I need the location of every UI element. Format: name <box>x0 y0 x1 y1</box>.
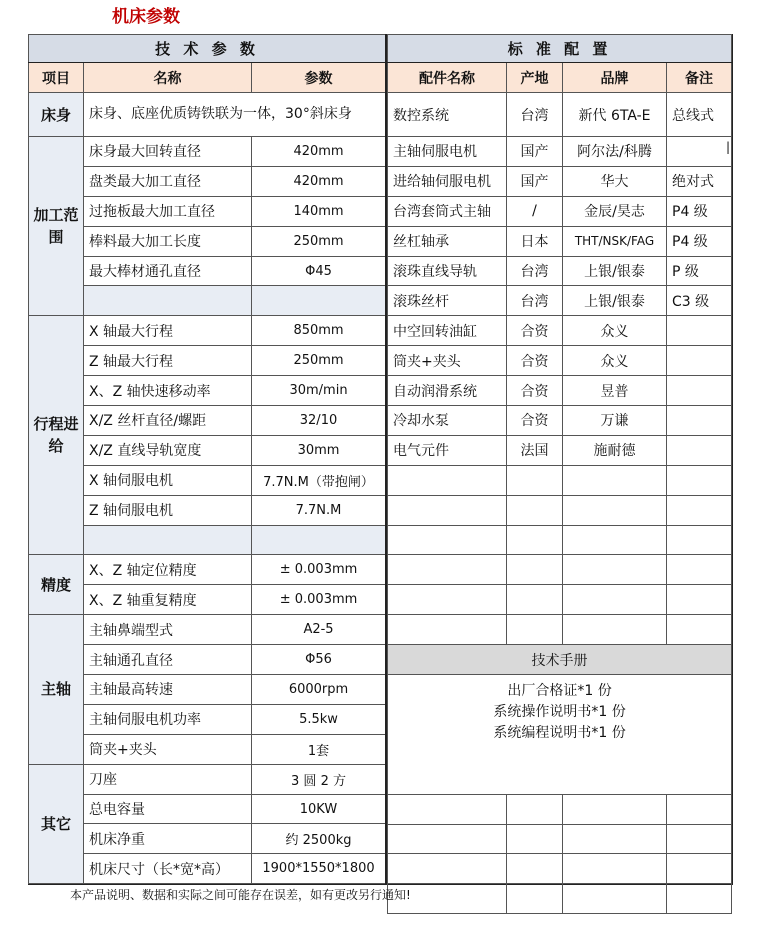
empty-cell <box>388 525 507 555</box>
component-note <box>667 376 732 406</box>
param-value: 850mm <box>252 316 386 346</box>
manual-line: 系统操作说明书*1 份 <box>493 704 626 721</box>
empty-cell <box>667 794 732 824</box>
table-row <box>29 764 386 794</box>
table-row <box>29 93 386 137</box>
table-row-empty <box>388 525 732 555</box>
empty-cell <box>507 585 563 615</box>
table-header-row <box>388 63 732 93</box>
component-brand: 新代 6TA-E <box>563 93 667 137</box>
component-name: 丝杠轴承 <box>388 226 507 256</box>
table-row-empty <box>388 884 732 914</box>
tech-params-table <box>28 34 386 884</box>
component-brand: 阿尔法/科腾 <box>563 137 667 167</box>
empty-cell <box>388 615 507 645</box>
table-row <box>388 166 732 196</box>
table-row <box>29 316 386 346</box>
param-value <box>252 286 386 316</box>
param-name <box>84 525 252 555</box>
param-value: 30m/min <box>252 376 386 406</box>
empty-cell <box>507 794 563 824</box>
param-name: 主轴最高转速 <box>84 675 252 705</box>
param-value: Φ56 <box>252 645 386 675</box>
table-row <box>388 376 732 406</box>
component-origin: 国产 <box>507 137 563 167</box>
table-band-row <box>29 35 386 63</box>
component-brand: 金辰/昊志 <box>563 196 667 226</box>
empty-cell <box>563 884 667 914</box>
empty-cell <box>563 824 667 854</box>
empty-cell <box>667 824 732 854</box>
empty-cell <box>388 465 507 495</box>
right-band-title: 标 准 配 置 <box>388 35 732 63</box>
category-label: 主轴 <box>29 615 84 764</box>
param-name: Z 轴伺服电机 <box>84 495 252 525</box>
category-label: 行程进给 <box>29 316 84 555</box>
table-row-empty <box>388 585 732 615</box>
component-origin: 法国 <box>507 435 563 465</box>
empty-cell <box>507 495 563 525</box>
component-note <box>667 316 732 346</box>
empty-cell <box>388 585 507 615</box>
standard-config-table <box>387 34 732 914</box>
component-name: 主轴伺服电机 <box>388 137 507 167</box>
table-row <box>388 226 732 256</box>
param-name: X 轴伺服电机 <box>84 465 252 495</box>
component-origin: 国产 <box>507 166 563 196</box>
component-note: 绝对式 <box>667 166 732 196</box>
empty-cell <box>667 465 732 495</box>
empty-cell <box>507 525 563 555</box>
table-row <box>388 406 732 436</box>
param-name: 筒夹+夹头 <box>84 734 252 764</box>
empty-cell <box>563 615 667 645</box>
component-brand: 施耐德 <box>563 435 667 465</box>
category-label: 加工范围 <box>29 137 84 316</box>
param-value: 1套 <box>252 734 386 764</box>
empty-cell <box>388 854 507 884</box>
empty-cell <box>507 824 563 854</box>
component-name: 筒夹+夹头 <box>388 346 507 376</box>
component-origin: 合资 <box>507 376 563 406</box>
table-row-empty <box>388 794 732 824</box>
empty-cell <box>388 794 507 824</box>
table-divider <box>385 34 387 884</box>
empty-cell <box>507 854 563 884</box>
component-note: P4 级 <box>667 196 732 226</box>
component-brand: 华大 <box>563 166 667 196</box>
param-value: 420mm <box>252 166 386 196</box>
param-name: X 轴最大行程 <box>84 316 252 346</box>
component-note <box>667 137 732 167</box>
page-title: 机床参数 <box>112 7 180 27</box>
component-brand: 众义 <box>563 346 667 376</box>
component-brand: 上银/银泰 <box>563 286 667 316</box>
component-brand: 昱普 <box>563 376 667 406</box>
empty-cell <box>388 824 507 854</box>
empty-cell <box>667 555 732 585</box>
component-brand: 万谦 <box>563 406 667 436</box>
component-brand: 众义 <box>563 316 667 346</box>
param-value: 250mm <box>252 226 386 256</box>
component-origin: 台湾 <box>507 93 563 137</box>
table-row <box>388 435 732 465</box>
table-row <box>388 93 732 137</box>
param-value: Φ45 <box>252 256 386 286</box>
component-name: 中空回转油缸 <box>388 316 507 346</box>
column-header: 名称 <box>84 63 252 93</box>
empty-cell <box>667 854 732 884</box>
param-name: X、Z 轴重复精度 <box>84 585 252 615</box>
param-name: 主轴伺服电机功率 <box>84 704 252 734</box>
empty-cell <box>507 615 563 645</box>
param-name: 刀座 <box>84 764 252 794</box>
empty-cell <box>507 555 563 585</box>
component-name: 电气元件 <box>388 435 507 465</box>
param-value: 约 2500kg <box>252 824 386 854</box>
component-name: 滚珠丝杆 <box>388 286 507 316</box>
empty-cell <box>507 884 563 914</box>
table-header-row <box>29 63 386 93</box>
component-note: C3 级 <box>667 286 732 316</box>
empty-cell <box>563 495 667 525</box>
component-name: 自动润滑系统 <box>388 376 507 406</box>
empty-cell <box>563 555 667 585</box>
param-name: 机床尺寸（长*宽*高） <box>84 854 252 884</box>
table-row-empty <box>388 555 732 585</box>
component-name: 数控系统 <box>388 93 507 137</box>
param-value: 1900*1550*1800 <box>252 854 386 884</box>
column-header: 品牌 <box>563 63 667 93</box>
component-name: 台湾套筒式主轴 <box>388 196 507 226</box>
column-header: 项目 <box>29 63 84 93</box>
table-row <box>388 316 732 346</box>
param-value: 6000rpm <box>252 675 386 705</box>
param-value <box>252 525 386 555</box>
component-name: 进给轴伺服电机 <box>388 166 507 196</box>
component-note <box>667 406 732 436</box>
component-origin: 台湾 <box>507 286 563 316</box>
edge-mark: | <box>726 140 731 154</box>
manual-line: 出厂合格证*1 份 <box>507 683 612 700</box>
empty-cell <box>563 794 667 824</box>
table-row <box>388 196 732 226</box>
table-row-empty <box>388 495 732 525</box>
component-origin: 合资 <box>507 346 563 376</box>
bed-description: 床身、底座优质铸铁联为一体，30°斜床身 <box>84 93 386 137</box>
empty-cell <box>563 525 667 555</box>
column-header: 产地 <box>507 63 563 93</box>
param-name: X、Z 轴定位精度 <box>84 555 252 585</box>
empty-cell <box>667 585 732 615</box>
component-note: P 级 <box>667 256 732 286</box>
param-value: A2-5 <box>252 615 386 645</box>
component-name: 冷却水泵 <box>388 406 507 436</box>
component-brand: 上银/银泰 <box>563 256 667 286</box>
table-row-empty <box>388 465 732 495</box>
table-row <box>388 346 732 376</box>
table-row <box>29 615 386 645</box>
empty-cell <box>507 465 563 495</box>
param-name: 主轴通孔直径 <box>84 645 252 675</box>
empty-cell <box>667 615 732 645</box>
param-name: 床身最大回转直径 <box>84 137 252 167</box>
empty-cell <box>563 854 667 884</box>
param-name: 机床净重 <box>84 824 252 854</box>
empty-cell <box>388 555 507 585</box>
footnote: 本产品说明、数据和实际之间可能存在误差，如有更改另行通知! <box>70 888 411 902</box>
param-value: 10KW <box>252 794 386 824</box>
param-name: X/Z 丝杆直径/螺距 <box>84 406 252 436</box>
column-header: 参数 <box>252 63 386 93</box>
component-origin: 日本 <box>507 226 563 256</box>
param-value: ± 0.003mm <box>252 585 386 615</box>
param-value: 420mm <box>252 137 386 167</box>
param-value: 30mm <box>252 435 386 465</box>
param-value: ± 0.003mm <box>252 555 386 585</box>
column-header: 备注 <box>667 63 732 93</box>
component-name: 滚珠直线导轨 <box>388 256 507 286</box>
table-row-empty <box>388 615 732 645</box>
manual-title-row <box>388 645 732 675</box>
component-origin: 合资 <box>507 316 563 346</box>
empty-cell <box>667 525 732 555</box>
manual-contents <box>388 675 732 795</box>
table-band-row <box>388 35 732 63</box>
empty-cell <box>563 465 667 495</box>
empty-cell <box>667 884 732 914</box>
component-origin: / <box>507 196 563 226</box>
param-name: 最大棒材通孔直径 <box>84 256 252 286</box>
param-value: 32/10 <box>252 406 386 436</box>
category-label: 其它 <box>29 764 84 884</box>
param-name: 过拖板最大加工直径 <box>84 196 252 226</box>
param-name: 总电容量 <box>84 794 252 824</box>
component-note: P4 级 <box>667 226 732 256</box>
column-header: 配件名称 <box>388 63 507 93</box>
component-note <box>667 346 732 376</box>
component-note <box>667 435 732 465</box>
empty-cell <box>388 495 507 525</box>
param-value: 7.7N.M（带抱闸） <box>252 465 386 495</box>
param-name: 主轴鼻端型式 <box>84 615 252 645</box>
param-name: Z 轴最大行程 <box>84 346 252 376</box>
table-row <box>388 137 732 167</box>
param-value: 3 圆 2 方 <box>252 764 386 794</box>
left-band-title: 技 术 参 数 <box>29 35 386 63</box>
component-brand: THT/NSK/FAG <box>563 226 667 256</box>
manual-body-row <box>388 675 732 795</box>
manual-title: 技术手册 <box>388 645 732 675</box>
empty-cell <box>563 585 667 615</box>
param-value: 5.5kw <box>252 704 386 734</box>
table-row <box>388 256 732 286</box>
table-row <box>29 137 386 167</box>
param-name <box>84 286 252 316</box>
component-note: 总线式 <box>667 93 732 137</box>
param-value: 140mm <box>252 196 386 226</box>
component-origin: 合资 <box>507 406 563 436</box>
empty-cell <box>667 495 732 525</box>
category-label: 床身 <box>29 93 84 137</box>
manual-line: 系统编程说明书*1 份 <box>493 725 626 742</box>
param-value: 7.7N.M <box>252 495 386 525</box>
category-label: 精度 <box>29 555 84 615</box>
param-name: 盘类最大加工直径 <box>84 166 252 196</box>
table-row-empty <box>388 854 732 884</box>
param-name: X/Z 直线导轨宽度 <box>84 435 252 465</box>
table-row-empty <box>388 824 732 854</box>
table-row <box>29 555 386 585</box>
param-value: 250mm <box>252 346 386 376</box>
param-name: X、Z 轴快速移动率 <box>84 376 252 406</box>
param-name: 棒料最大加工长度 <box>84 226 252 256</box>
component-origin: 台湾 <box>507 256 563 286</box>
table-row <box>388 286 732 316</box>
